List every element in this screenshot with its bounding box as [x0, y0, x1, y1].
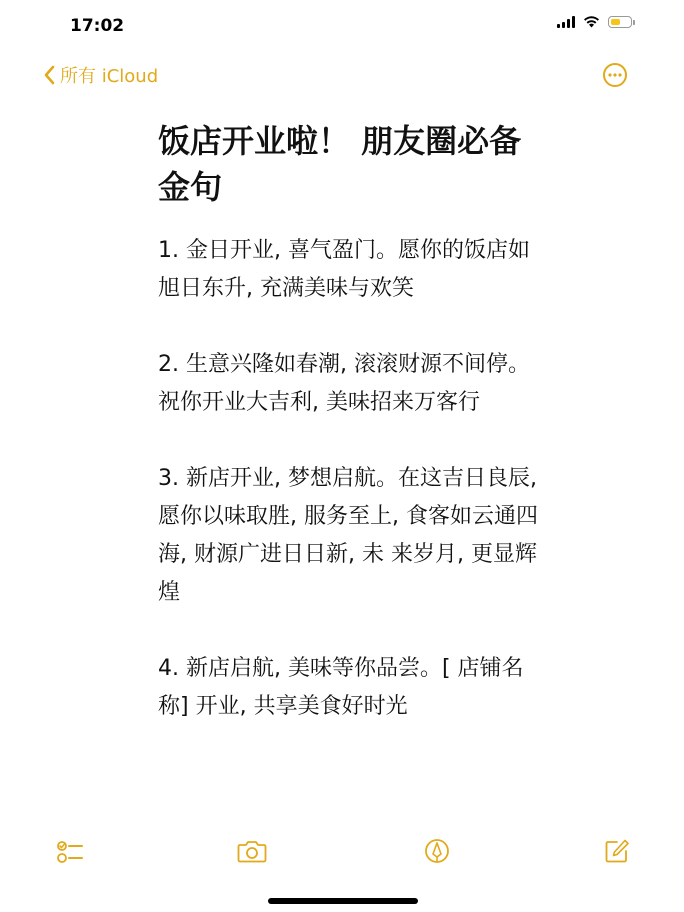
- ellipsis-circle-icon: [602, 62, 628, 88]
- cellular-signal-icon: [557, 16, 575, 28]
- wifi-icon: [583, 16, 600, 28]
- checklist-button[interactable]: [56, 838, 84, 870]
- battery-level: [611, 19, 620, 25]
- camera-icon: [237, 838, 267, 864]
- more-button[interactable]: [602, 62, 628, 92]
- bottom-toolbar: [0, 832, 684, 872]
- note-item-1: 1. 金日开业, 喜气盈门。愿你的饭店如旭日东升, 充满美味与欢笑: [158, 238, 530, 301]
- markup-pen-icon: [424, 838, 450, 864]
- camera-button[interactable]: [237, 838, 267, 868]
- note-item-4: 4. 新店启航, 美味等你品尝。[ 店铺名称] 开业, 共享美食好时光: [158, 656, 524, 719]
- back-label: 所有 iCloud: [60, 66, 159, 87]
- compose-button[interactable]: [604, 838, 630, 868]
- status-time: 17:02: [70, 16, 125, 36]
- status-bar: [0, 0, 684, 52]
- checklist-icon: [56, 838, 84, 866]
- note-item-3: 3. 新店开业, 梦想启航。在这吉日良辰, 愿你以味取胜, 服务至上, 食客如云通四海, 财源广进日日新, 未 来岁月, 更显辉煌: [158, 466, 544, 605]
- note-body[interactable]: [158, 118, 544, 764]
- compose-icon: [604, 838, 630, 864]
- back-button[interactable]: [42, 62, 158, 88]
- home-indicator[interactable]: [268, 898, 418, 904]
- status-icons: [557, 16, 632, 28]
- chevron-left-icon: [42, 64, 56, 86]
- markup-button[interactable]: [424, 838, 450, 868]
- note-title: 饭店开业啦！ 朋友圈必备金句: [158, 122, 522, 206]
- navigation-bar: [0, 56, 684, 96]
- note-item-2: 2. 生意兴隆如春潮, 滚滚财源不间停。祝你开业大吉利, 美味招来万客行: [158, 352, 530, 415]
- battery-icon: [608, 16, 632, 28]
